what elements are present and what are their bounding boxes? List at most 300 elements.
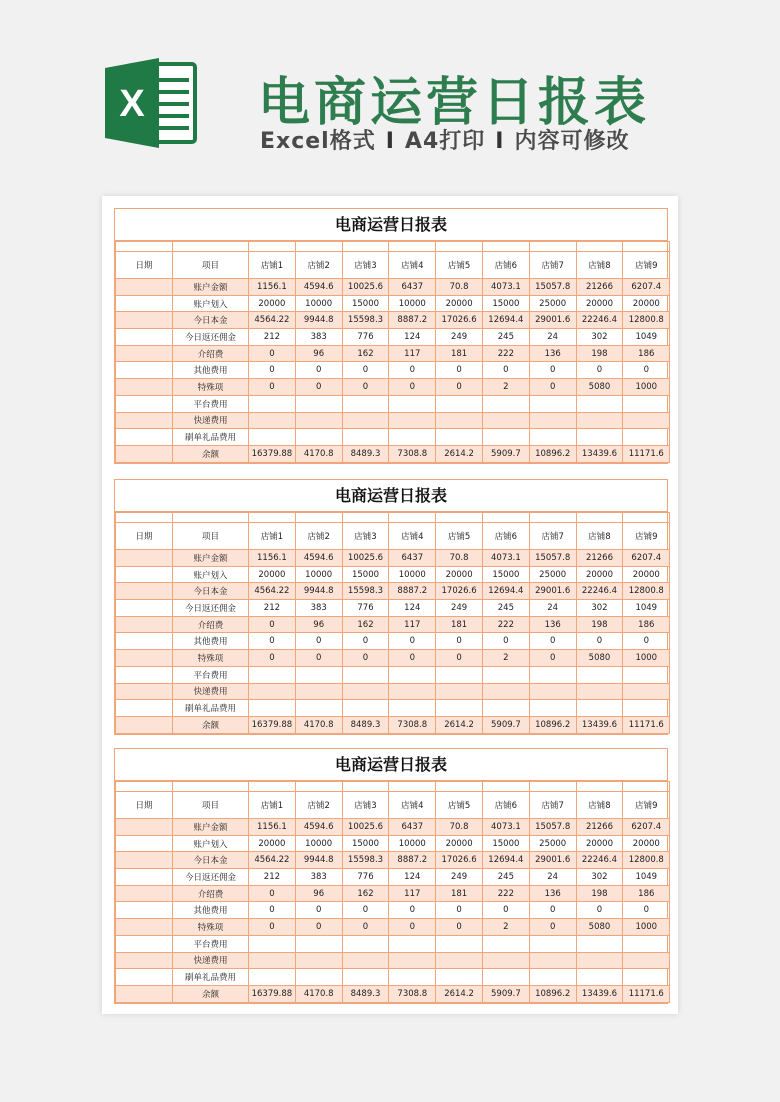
- item-label-cell[interactable]: 账户划入: [173, 566, 249, 583]
- value-cell[interactable]: 29001.6: [529, 312, 576, 329]
- value-cell[interactable]: 0: [249, 650, 296, 667]
- value-cell[interactable]: 10025.6: [342, 819, 389, 836]
- value-cell[interactable]: 0: [389, 919, 436, 936]
- value-cell[interactable]: 15057.8: [529, 279, 576, 296]
- value-cell[interactable]: 0: [295, 362, 342, 379]
- item-label-cell[interactable]: 刷单礼品费用: [173, 700, 249, 717]
- value-cell[interactable]: 1000: [623, 650, 670, 667]
- value-cell[interactable]: 17026.6: [436, 583, 483, 600]
- value-cell[interactable]: [576, 395, 623, 412]
- value-cell[interactable]: 11171.6: [623, 985, 670, 1002]
- value-cell[interactable]: 0: [342, 650, 389, 667]
- store-header-cell[interactable]: 店铺8: [576, 523, 623, 550]
- store-header-cell[interactable]: 店铺2: [295, 792, 342, 819]
- value-cell[interactable]: 1049: [623, 869, 670, 886]
- value-cell[interactable]: 383: [295, 600, 342, 617]
- value-cell[interactable]: 16379.88: [249, 445, 296, 462]
- value-cell[interactable]: [623, 935, 670, 952]
- value-cell[interactable]: [482, 412, 529, 429]
- value-cell[interactable]: 0: [342, 902, 389, 919]
- value-cell[interactable]: 7308.8: [389, 985, 436, 1002]
- value-cell[interactable]: 136: [529, 345, 576, 362]
- value-cell[interactable]: 0: [436, 902, 483, 919]
- item-label-cell[interactable]: 账户金额: [173, 550, 249, 567]
- value-cell[interactable]: 2: [482, 379, 529, 396]
- value-cell[interactable]: [436, 412, 483, 429]
- value-cell[interactable]: 198: [576, 616, 623, 633]
- value-cell[interactable]: [389, 700, 436, 717]
- value-cell[interactable]: 17026.6: [436, 312, 483, 329]
- date-cell[interactable]: [116, 969, 173, 986]
- value-cell[interactable]: [295, 969, 342, 986]
- value-cell[interactable]: 212: [249, 329, 296, 346]
- date-cell[interactable]: [116, 835, 173, 852]
- item-label-cell[interactable]: 刷单礼品费用: [173, 429, 249, 446]
- item-label-cell[interactable]: 特殊项: [173, 379, 249, 396]
- value-cell[interactable]: 9944.8: [295, 583, 342, 600]
- store-header-cell[interactable]: 店铺1: [249, 252, 296, 279]
- value-cell[interactable]: 124: [389, 329, 436, 346]
- value-cell[interactable]: 0: [249, 379, 296, 396]
- value-cell[interactable]: 10025.6: [342, 550, 389, 567]
- value-cell[interactable]: [623, 969, 670, 986]
- value-cell[interactable]: 0: [389, 650, 436, 667]
- value-cell[interactable]: 13439.6: [576, 985, 623, 1002]
- table-cell[interactable]: [295, 242, 342, 252]
- value-cell[interactable]: 5080: [576, 379, 623, 396]
- value-cell[interactable]: 0: [529, 919, 576, 936]
- date-header-cell[interactable]: 日期: [116, 792, 173, 819]
- item-label-cell[interactable]: 今日返还佣金: [173, 869, 249, 886]
- date-cell[interactable]: [116, 362, 173, 379]
- value-cell[interactable]: 5080: [576, 919, 623, 936]
- value-cell[interactable]: [342, 666, 389, 683]
- date-cell[interactable]: [116, 295, 173, 312]
- table-cell[interactable]: [482, 242, 529, 252]
- value-cell[interactable]: 10896.2: [529, 445, 576, 462]
- date-cell[interactable]: [116, 429, 173, 446]
- value-cell[interactable]: [342, 683, 389, 700]
- table-cell[interactable]: [389, 513, 436, 523]
- store-header-cell[interactable]: 店铺1: [249, 792, 296, 819]
- store-header-cell[interactable]: 店铺5: [436, 792, 483, 819]
- date-cell[interactable]: [116, 345, 173, 362]
- item-label-cell[interactable]: 账户金额: [173, 819, 249, 836]
- value-cell[interactable]: 16379.88: [249, 716, 296, 733]
- value-cell[interactable]: 302: [576, 329, 623, 346]
- value-cell[interactable]: 6437: [389, 550, 436, 567]
- value-cell[interactable]: [295, 700, 342, 717]
- value-cell[interactable]: 0: [342, 633, 389, 650]
- value-cell[interactable]: [529, 395, 576, 412]
- value-cell[interactable]: [295, 683, 342, 700]
- value-cell[interactable]: [482, 666, 529, 683]
- value-cell[interactable]: [249, 935, 296, 952]
- value-cell[interactable]: 21266: [576, 279, 623, 296]
- value-cell[interactable]: 10896.2: [529, 716, 576, 733]
- item-label-cell[interactable]: 快递费用: [173, 952, 249, 969]
- value-cell[interactable]: [389, 666, 436, 683]
- date-header-cell[interactable]: 日期: [116, 252, 173, 279]
- value-cell[interactable]: 0: [482, 362, 529, 379]
- date-cell[interactable]: [116, 819, 173, 836]
- table-cell[interactable]: [529, 242, 576, 252]
- table-cell[interactable]: [342, 782, 389, 792]
- value-cell[interactable]: 186: [623, 345, 670, 362]
- value-cell[interactable]: 0: [295, 902, 342, 919]
- value-cell[interactable]: 4073.1: [482, 819, 529, 836]
- value-cell[interactable]: [389, 412, 436, 429]
- value-cell[interactable]: 6207.4: [623, 279, 670, 296]
- value-cell[interactable]: 1000: [623, 379, 670, 396]
- value-cell[interactable]: 0: [529, 362, 576, 379]
- value-cell[interactable]: 162: [342, 616, 389, 633]
- value-cell[interactable]: 222: [482, 885, 529, 902]
- value-cell[interactable]: 5909.7: [482, 445, 529, 462]
- table-cell[interactable]: [116, 782, 173, 792]
- store-header-cell[interactable]: 店铺7: [529, 792, 576, 819]
- item-header-cell[interactable]: 项目: [173, 792, 249, 819]
- value-cell[interactable]: 0: [529, 379, 576, 396]
- item-label-cell[interactable]: 平台费用: [173, 666, 249, 683]
- value-cell[interactable]: [389, 429, 436, 446]
- value-cell[interactable]: 198: [576, 885, 623, 902]
- value-cell[interactable]: 21266: [576, 550, 623, 567]
- value-cell[interactable]: 8887.2: [389, 312, 436, 329]
- value-cell[interactable]: 12800.8: [623, 583, 670, 600]
- value-cell[interactable]: 20000: [249, 566, 296, 583]
- value-cell[interactable]: 13439.6: [576, 445, 623, 462]
- value-cell[interactable]: [342, 395, 389, 412]
- value-cell[interactable]: [295, 395, 342, 412]
- store-header-cell[interactable]: 店铺4: [389, 252, 436, 279]
- table-cell[interactable]: [482, 513, 529, 523]
- value-cell[interactable]: [529, 666, 576, 683]
- value-cell[interactable]: 7308.8: [389, 445, 436, 462]
- value-cell[interactable]: 15057.8: [529, 819, 576, 836]
- value-cell[interactable]: 5909.7: [482, 716, 529, 733]
- value-cell[interactable]: [529, 935, 576, 952]
- value-cell[interactable]: [576, 935, 623, 952]
- item-label-cell[interactable]: 特殊项: [173, 919, 249, 936]
- date-cell[interactable]: [116, 412, 173, 429]
- value-cell[interactable]: 4594.6: [295, 279, 342, 296]
- item-label-cell[interactable]: 账户金额: [173, 279, 249, 296]
- value-cell[interactable]: 0: [389, 633, 436, 650]
- value-cell[interactable]: [623, 952, 670, 969]
- value-cell[interactable]: 20000: [623, 295, 670, 312]
- date-cell[interactable]: [116, 683, 173, 700]
- item-label-cell[interactable]: 其他费用: [173, 362, 249, 379]
- value-cell[interactable]: 8489.3: [342, 445, 389, 462]
- value-cell[interactable]: 20000: [623, 835, 670, 852]
- table-cell[interactable]: [389, 242, 436, 252]
- value-cell[interactable]: 249: [436, 329, 483, 346]
- value-cell[interactable]: 24: [529, 869, 576, 886]
- value-cell[interactable]: 4594.6: [295, 819, 342, 836]
- value-cell[interactable]: 10000: [295, 566, 342, 583]
- value-cell[interactable]: [249, 700, 296, 717]
- value-cell[interactable]: 15000: [482, 835, 529, 852]
- value-cell[interactable]: 96: [295, 345, 342, 362]
- value-cell[interactable]: 4564.22: [249, 312, 296, 329]
- value-cell[interactable]: 117: [389, 345, 436, 362]
- table-cell[interactable]: [116, 242, 173, 252]
- value-cell[interactable]: 20000: [436, 835, 483, 852]
- item-header-cell[interactable]: 项目: [173, 523, 249, 550]
- date-cell[interactable]: [116, 583, 173, 600]
- value-cell[interactable]: [436, 969, 483, 986]
- store-header-cell[interactable]: 店铺4: [389, 792, 436, 819]
- table-cell[interactable]: [576, 513, 623, 523]
- value-cell[interactable]: [249, 952, 296, 969]
- value-cell[interactable]: 0: [389, 379, 436, 396]
- value-cell[interactable]: 0: [576, 902, 623, 919]
- value-cell[interactable]: [482, 969, 529, 986]
- value-cell[interactable]: [482, 700, 529, 717]
- store-header-cell[interactable]: 店铺6: [482, 523, 529, 550]
- value-cell[interactable]: [623, 666, 670, 683]
- value-cell[interactable]: [342, 969, 389, 986]
- value-cell[interactable]: 117: [389, 885, 436, 902]
- value-cell[interactable]: 0: [389, 902, 436, 919]
- value-cell[interactable]: 20000: [576, 566, 623, 583]
- value-cell[interactable]: 2: [482, 919, 529, 936]
- value-cell[interactable]: [436, 429, 483, 446]
- table-cell[interactable]: [482, 782, 529, 792]
- value-cell[interactable]: [576, 412, 623, 429]
- item-label-cell[interactable]: 余额: [173, 445, 249, 462]
- date-cell[interactable]: [116, 633, 173, 650]
- value-cell[interactable]: 222: [482, 616, 529, 633]
- store-header-cell[interactable]: 店铺9: [623, 252, 670, 279]
- date-cell[interactable]: [116, 716, 173, 733]
- date-cell[interactable]: [116, 379, 173, 396]
- value-cell[interactable]: [529, 952, 576, 969]
- value-cell[interactable]: [249, 395, 296, 412]
- table-cell[interactable]: [173, 782, 249, 792]
- value-cell[interactable]: 20000: [249, 835, 296, 852]
- value-cell[interactable]: [342, 700, 389, 717]
- value-cell[interactable]: 136: [529, 885, 576, 902]
- value-cell[interactable]: 0: [342, 362, 389, 379]
- value-cell[interactable]: 302: [576, 600, 623, 617]
- table-cell[interactable]: [529, 513, 576, 523]
- table-cell[interactable]: [295, 782, 342, 792]
- value-cell[interactable]: [436, 666, 483, 683]
- date-cell[interactable]: [116, 650, 173, 667]
- value-cell[interactable]: 0: [389, 362, 436, 379]
- value-cell[interactable]: 0: [295, 650, 342, 667]
- value-cell[interactable]: 10000: [295, 835, 342, 852]
- value-cell[interactable]: 15000: [482, 295, 529, 312]
- value-cell[interactable]: 0: [623, 902, 670, 919]
- date-cell[interactable]: [116, 445, 173, 462]
- value-cell[interactable]: [295, 429, 342, 446]
- value-cell[interactable]: 96: [295, 885, 342, 902]
- date-cell[interactable]: [116, 885, 173, 902]
- value-cell[interactable]: 29001.6: [529, 583, 576, 600]
- value-cell[interactable]: 12694.4: [482, 312, 529, 329]
- value-cell[interactable]: 20000: [249, 295, 296, 312]
- value-cell[interactable]: 11171.6: [623, 716, 670, 733]
- value-cell[interactable]: 24: [529, 600, 576, 617]
- item-label-cell[interactable]: 今日本金: [173, 312, 249, 329]
- value-cell[interactable]: 0: [436, 919, 483, 936]
- value-cell[interactable]: 15000: [342, 295, 389, 312]
- value-cell[interactable]: [436, 683, 483, 700]
- value-cell[interactable]: 4594.6: [295, 550, 342, 567]
- table-cell[interactable]: [623, 782, 670, 792]
- value-cell[interactable]: 124: [389, 869, 436, 886]
- value-cell[interactable]: 124: [389, 600, 436, 617]
- value-cell[interactable]: 9944.8: [295, 852, 342, 869]
- store-header-cell[interactable]: 店铺9: [623, 523, 670, 550]
- value-cell[interactable]: 15057.8: [529, 550, 576, 567]
- value-cell[interactable]: [342, 935, 389, 952]
- value-cell[interactable]: 11171.6: [623, 445, 670, 462]
- date-cell[interactable]: [116, 666, 173, 683]
- value-cell[interactable]: 8489.3: [342, 985, 389, 1002]
- item-label-cell[interactable]: 特殊项: [173, 650, 249, 667]
- value-cell[interactable]: 8887.2: [389, 852, 436, 869]
- value-cell[interactable]: [249, 666, 296, 683]
- value-cell[interactable]: [576, 700, 623, 717]
- value-cell[interactable]: 20000: [576, 295, 623, 312]
- value-cell[interactable]: 15598.3: [342, 312, 389, 329]
- value-cell[interactable]: 5080: [576, 650, 623, 667]
- item-label-cell[interactable]: 余额: [173, 985, 249, 1002]
- value-cell[interactable]: 0: [249, 345, 296, 362]
- value-cell[interactable]: 15598.3: [342, 852, 389, 869]
- value-cell[interactable]: 8887.2: [389, 583, 436, 600]
- item-label-cell[interactable]: 刷单礼品费用: [173, 969, 249, 986]
- table-cell[interactable]: [576, 782, 623, 792]
- item-label-cell[interactable]: 今日本金: [173, 583, 249, 600]
- date-cell[interactable]: [116, 952, 173, 969]
- store-header-cell[interactable]: 店铺7: [529, 523, 576, 550]
- value-cell[interactable]: 0: [249, 633, 296, 650]
- item-label-cell[interactable]: 平台费用: [173, 935, 249, 952]
- date-cell[interactable]: [116, 985, 173, 1002]
- value-cell[interactable]: 0: [436, 379, 483, 396]
- value-cell[interactable]: 181: [436, 885, 483, 902]
- value-cell[interactable]: [529, 683, 576, 700]
- table-cell[interactable]: [342, 513, 389, 523]
- value-cell[interactable]: [342, 429, 389, 446]
- value-cell[interactable]: 245: [482, 600, 529, 617]
- value-cell[interactable]: 15000: [342, 835, 389, 852]
- value-cell[interactable]: 776: [342, 869, 389, 886]
- value-cell[interactable]: [576, 666, 623, 683]
- value-cell[interactable]: [389, 969, 436, 986]
- value-cell[interactable]: [389, 952, 436, 969]
- value-cell[interactable]: 0: [576, 362, 623, 379]
- value-cell[interactable]: 181: [436, 616, 483, 633]
- table-cell[interactable]: [576, 242, 623, 252]
- store-header-cell[interactable]: 店铺9: [623, 792, 670, 819]
- value-cell[interactable]: 0: [295, 919, 342, 936]
- item-label-cell[interactable]: 账户划入: [173, 835, 249, 852]
- table-cell[interactable]: [295, 513, 342, 523]
- value-cell[interactable]: 249: [436, 869, 483, 886]
- value-cell[interactable]: [249, 429, 296, 446]
- value-cell[interactable]: 776: [342, 600, 389, 617]
- date-cell[interactable]: [116, 616, 173, 633]
- value-cell[interactable]: 6207.4: [623, 819, 670, 836]
- value-cell[interactable]: [389, 935, 436, 952]
- store-header-cell[interactable]: 店铺5: [436, 252, 483, 279]
- value-cell[interactable]: 0: [249, 362, 296, 379]
- item-header-cell[interactable]: 项目: [173, 252, 249, 279]
- value-cell[interactable]: 12694.4: [482, 583, 529, 600]
- value-cell[interactable]: 12800.8: [623, 852, 670, 869]
- value-cell[interactable]: 222: [482, 345, 529, 362]
- store-header-cell[interactable]: 店铺8: [576, 252, 623, 279]
- value-cell[interactable]: [436, 952, 483, 969]
- value-cell[interactable]: [249, 969, 296, 986]
- table-cell[interactable]: [436, 513, 483, 523]
- value-cell[interactable]: 70.8: [436, 819, 483, 836]
- value-cell[interactable]: 1000: [623, 919, 670, 936]
- value-cell[interactable]: 383: [295, 869, 342, 886]
- table-cell[interactable]: [436, 242, 483, 252]
- table-cell[interactable]: [529, 782, 576, 792]
- value-cell[interactable]: [482, 683, 529, 700]
- value-cell[interactable]: [482, 935, 529, 952]
- value-cell[interactable]: 302: [576, 869, 623, 886]
- value-cell[interactable]: [389, 683, 436, 700]
- value-cell[interactable]: 776: [342, 329, 389, 346]
- value-cell[interactable]: [623, 412, 670, 429]
- value-cell[interactable]: 20000: [436, 295, 483, 312]
- value-cell[interactable]: 21266: [576, 819, 623, 836]
- value-cell[interactable]: 17026.6: [436, 852, 483, 869]
- table-cell[interactable]: [116, 513, 173, 523]
- value-cell[interactable]: 10000: [389, 835, 436, 852]
- value-cell[interactable]: 136: [529, 616, 576, 633]
- value-cell[interactable]: [482, 429, 529, 446]
- store-header-cell[interactable]: 店铺3: [342, 792, 389, 819]
- value-cell[interactable]: [249, 683, 296, 700]
- store-header-cell[interactable]: 店铺5: [436, 523, 483, 550]
- value-cell[interactable]: 10025.6: [342, 279, 389, 296]
- value-cell[interactable]: 10000: [389, 566, 436, 583]
- value-cell[interactable]: 13439.6: [576, 716, 623, 733]
- date-cell[interactable]: [116, 279, 173, 296]
- value-cell[interactable]: 70.8: [436, 550, 483, 567]
- value-cell[interactable]: 2614.2: [436, 716, 483, 733]
- value-cell[interactable]: 0: [249, 902, 296, 919]
- value-cell[interactable]: [529, 429, 576, 446]
- value-cell[interactable]: 20000: [576, 835, 623, 852]
- table-cell[interactable]: [623, 242, 670, 252]
- value-cell[interactable]: 10000: [295, 295, 342, 312]
- value-cell[interactable]: 0: [436, 362, 483, 379]
- value-cell[interactable]: 4564.22: [249, 852, 296, 869]
- value-cell[interactable]: 2: [482, 650, 529, 667]
- value-cell[interactable]: [529, 700, 576, 717]
- value-cell[interactable]: 245: [482, 869, 529, 886]
- item-label-cell[interactable]: 介绍费: [173, 885, 249, 902]
- item-label-cell[interactable]: 今日本金: [173, 852, 249, 869]
- value-cell[interactable]: 186: [623, 885, 670, 902]
- value-cell[interactable]: [342, 952, 389, 969]
- item-label-cell[interactable]: 余额: [173, 716, 249, 733]
- value-cell[interactable]: 12800.8: [623, 312, 670, 329]
- table-cell[interactable]: [342, 242, 389, 252]
- table-cell[interactable]: [173, 242, 249, 252]
